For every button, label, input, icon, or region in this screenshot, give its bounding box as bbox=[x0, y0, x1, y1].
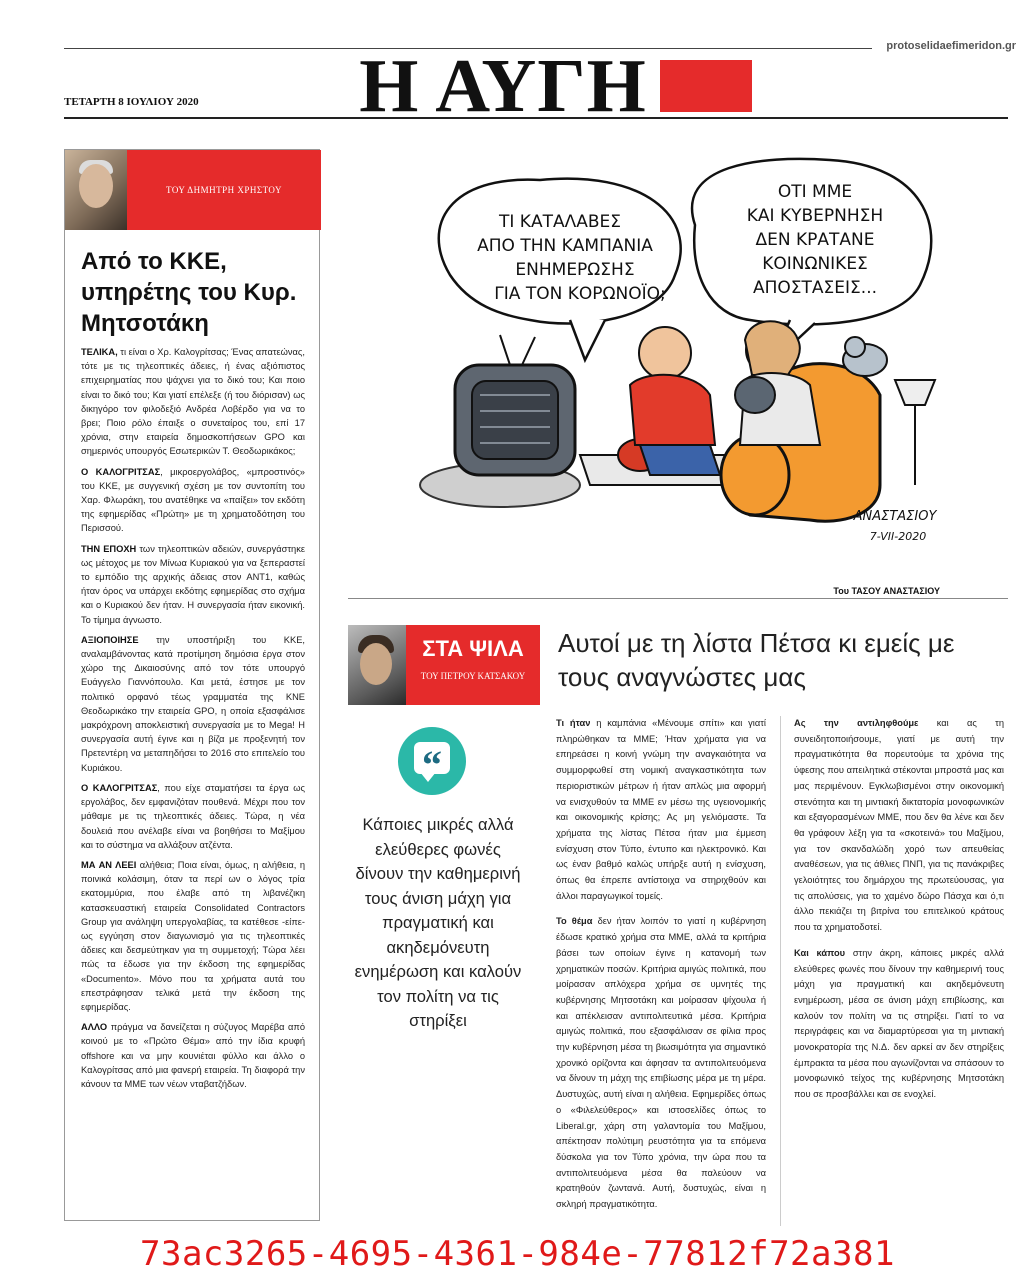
columnist-name: ΤΟΥ ΠΕΤΡΟΥ ΚΑΤΣΑΚΟΥ bbox=[420, 671, 526, 681]
paragraph: ΑΞΙΟΠΟΙΗΣΕ την υποστήριξη του ΚΚΕ, αναλαμβάνοντας κατά προτίμηση δημόσια έργα στον χώρο της Δικαιοσύνης από τον τότε υπουργό Ευάγγελο Γιαννόπουλο. Και μετά, έστησε με τον πολιτικό ορφανό τέως γραμματέα της ΚΝΕ Θεοδωρικάκο την εταιρεία GPO, η οποία εξασφάλισε μακρόχρονη αποκλειστική συνεργασία με το Mega! Η συνεργασία αυτή έγινε και η βίζα με προξενητή τον Πρετεντέρη να μεταπηδήσει το 2016 στο επιτελείο του Κυριάκου. bbox=[81, 634, 305, 773]
cartoon-illustration bbox=[410, 155, 955, 585]
paragraph: Ας την αντιληφθούμε και ας τη συνειδητοποιήσουμε, γιατί με αυτή την πραγματικότητα θα πορευτούμε τα χρόνια της ύφεσης που απειλητικά στέκονται μπροστά μας και μας περιμένουν. Εγκλωβισμένοι στην οικονομική στενότητα και τη μιντιακή δικτατορία μονοφωνικών και εξαγορασμένων ΜΜΕ, που δεν θα λένε και δεν θα γράφουν λέξη για τα «σκοτεινά» του Μαξίμου, για τον σκανδαλώδη χορό των απευθείας αναθέσεων, για τις άθλιες ΠΝΠ, για τις πανάκριβες γελοιότητες του δημάρχου της πρωτεύουσας, για τις απολύσεις, για το χαμένο δώρο Πάσχα και ό,τι άλλο πεκιάζει τη βιτρίνα του επιτελικού κράτους που τα χρηματοδοτεί. bbox=[794, 718, 1004, 933]
newspaper-logo: Η ΑΥΓΗ bbox=[359, 44, 647, 128]
paragraph: Το θέμα δεν ήταν λοιπόν το γιατί η κυβέρνηση έδωσε κρατικό χρήμα στα ΜΜΕ, αλλά τα κριτήρια βάσει των οποίων έγινε η κατανομή των χρηματικών ποσών. Κριτήρια αμιγώς πολιτικά, που μοίρασαν απλόχερα χρήμα σε υμνητές της κυβέρνησης Μητσοτάκη και μοίρασαν ψίχουλα ή και απέκλεισαν αντιπολιτευτικά μέσα. Κριτήρια αμιγώς πολιτικά, που εξασφάλισαν σε φίλια προς την κυβέρνηση μέσα τη βιωσιμότητα για σημαντικό χρονικό ορίζοντα και άφησαν τα αντιπολιτευόμενα να δίνουν τη μάχη της επιβίωσης μέρα με τη μέρα. Δυστυχώς, αυτή είναι η αλήθεια. Εφημερίδες όπως ο «Φιλελεύθερος» και ιστοσελίδες όπως το Liberal.gr, χάρη στη γαλαντομία του Μαξίμου, απέκτησαν πολύτιμη ρευστότητα για τα επόμενα δύσκολα για τον Τύπο χρόνια, την ώρα που τα αντιπολιτευόμενα μέσα θα παλεύουν να κρατηθούν ζωντανά. Αυτή, δυστυχώς, είναι η σκληρή πραγματικότητα. bbox=[556, 916, 767, 1210]
author-bar bbox=[65, 150, 321, 230]
article-column-1 bbox=[556, 716, 766, 1223]
bubble-right-line-1: ΟΤΙ ΜΜΕ bbox=[777, 182, 853, 202]
footer-code: 73ac3265-4695-4361-984e-77812f72a381 bbox=[140, 1234, 895, 1274]
paragraph: Τι ήταν η καμπάνια «Μένουμε σπίτι» και γιατί πληρώθηκαν τα ΜΜΕ; Ήταν χρήματα για να επηρεάσει η κοινή γνώμη την αναγκαιότητα να συμμορφωθεί στη νομική αναγκαστικότητα των περιοριστικών μέτρων ή ήταν απλώς μια αφορμή να ενισχυθούν τα ΜΜΕ εν μέσω της υγειονομικής και οικονομικής κρίσης; Ας μη γελιόμαστε. Τα χρήματα της λίστας Πέτσα ήταν μια έμμεση ενίσχυση στον Τύπο, έντυπο και ηλεκτρονικό. Και ως έναν βαθμό καλώς υπήρξε αυτή η ενίσχυση, όπως θα έπρεπε αντίστοιχα να στηριχθούν και άλλοι παραγωγικοί τομείς. bbox=[556, 718, 766, 901]
issue-date: ΤΕΤΑΡΤΗ 8 ΙΟΥΛΙΟΥ 2020 bbox=[64, 96, 199, 108]
logo-red-box bbox=[660, 60, 752, 112]
quote-icon: “ bbox=[398, 727, 466, 795]
bubble-right-line-3: ΔΕΝ ΚΡΑΤΑΝΕ bbox=[755, 230, 875, 250]
bubble-right-line-4: ΚΟΙΝΩΝΙΚΕΣ bbox=[762, 254, 868, 274]
bubble-left-line-4: ΓΙΑ ΤΟΝ ΚΟΡΩΝΟΪΟ; bbox=[494, 284, 666, 304]
left-headline: Από το ΚΚΕ, υπηρέτης του Κυρ. Μητσοτάκη bbox=[81, 248, 297, 337]
paragraph: ΑΛΛΟ πράγμα να δανείζεται η σύζυγος Μαρέβα από κοινού με το «Πρώτο Θέμα» από την ίδια κρυφή offshore και να μην κουνιέται φύλλο και άλλο ο Καλογρίτσας από μια φανερή εταιρεία. Τη διαφορά την κάνουν τα ΜΜΕ των νέων νταβατζήδων. bbox=[81, 1022, 305, 1089]
pull-quote: Κάποιες μικρές αλλά ελεύθερες φωνές δίνουν την καθημερινή τους άνιση μάχη για πραγματική και ακηδεμόνευτη ενημέρωση και καλούν τον πολίτη να τις στηρίξει bbox=[354, 815, 522, 1030]
author-photo bbox=[65, 150, 127, 230]
cartoon-signature: ΑΝΑΣΤΑΣΙΟΥ bbox=[853, 509, 937, 524]
column-title-box bbox=[406, 625, 540, 705]
masthead-rule-bottom bbox=[64, 117, 1008, 119]
paragraph: Ο ΚΑΛΟΓΡΙΤΣΑΣ, που είχε σταματήσει τα έργα ως εργολάβος, δεν εμφανιζόταν πουθενά. Μέχρι που τον μάθαμε με τις τηλεοπτικές άδειες. Τώρα, η νέα δουλειά που ανέλαβε είναι να βοηθήσει το Μαξίμου και το σύστημα να αλλάξουν ατζέντα. bbox=[81, 782, 305, 850]
column-title: ΣΤΑ ΨΙΛΑ bbox=[422, 636, 524, 661]
cartoon-signature-date: 7-VII-2020 bbox=[869, 530, 927, 543]
article-headline: Αυτοί με τη λίστα Πέτσα κι εμείς με τους αναγνώστες μας bbox=[558, 628, 955, 692]
paragraph: Και κάπου στην άκρη, κάποιες μικρές αλλά ελεύθερες φωνές που δίνουν την καθημερινή τους μάχη για πραγματική και ακηδεμόνευτη ενημέρωση, μέσα σε άνιση μάχη επιβίωσης, και καλούν τον πολίτη να τις στηρίξει. Γιατί το να περιγράφεις και να διαμαρτύρεσαι για τη μιντιακή μονοκρατορία της Ν.Δ. δεν αρκεί αν δεν στηρίξεις έμπρακτα τα μέσα που αγωνίζονται να σπάσουν το μονοφωνικό τείχος της κυβέρνησης Μητσοτάκη που σε προσβάλλει και σε ενοχλεί. bbox=[794, 947, 1004, 1100]
cartoon-credit: Του ΤΑΣΟΥ ΑΝΑΣΤΑΣΙΟΥ bbox=[833, 586, 940, 596]
column-divider bbox=[780, 716, 781, 1226]
columnist-photo bbox=[348, 625, 406, 705]
paragraph: ΜΑ ΑΝ ΛΕΕΙ αλήθεια; Ποια είναι, όμως, η αλήθεια, η ποινικά κολάσιμη, όταν τα περί ων ο λόγος τρία εκατομμύρια, που έλαβε από τη λιβανέζικη κατασκευαστική εταιρεία Consolidated Contractors Group για ανάληψη υπεργολαβίας, τα κατέθεσε -είπε- ως εγγύηση στον διαγωνισμό για τις τηλεοπτικές άδειες και δεσμεύτηκαν για τη συμμετοχή; Τώρα λέει πώς τα έδωσε για την έκδοση της εφημερίδας «Documento». Μόνο που τα χρήματα αυτά του επεστράφησαν τελικά μετά την έκδοση της εφημερίδας. bbox=[81, 859, 305, 1012]
bubble-right-line-5: ΑΠΟΣΤΑΣΕΙΣ... bbox=[753, 278, 877, 298]
article-column-2 bbox=[794, 716, 1004, 1113]
left-column-article bbox=[64, 149, 320, 1221]
paragraph: ΤΕΛΙΚΑ, τι είναι ο Χρ. Καλογρίτσας; Ένας απατεώνας, τότε με τις τηλεοπτικές άδειες, ή ένας αξιόπιστος επιχειρηματίας που ψάχνει για το δικό του; Και ποιο είναι το δικό του; Και γιατί επέλεξε (ή του διόρισαν) ως δικηγόρο τον φιλοδεξιό Ανδρέα Λοβέρδο για να το βρει; Ποιο ρόλο έπαιξε ο συνεταίρος του, επί 17 χρόνια, στην εταιρεία δημοσκοπήσεων GPO και σημερινός υπουργός Εσωτερικών Τ. Θεοδωρικάκος; bbox=[81, 347, 305, 457]
paragraph: Ο ΚΑΛΟΓΡΙΤΣΑΣ, μικροεργολάβος, «μπροστινός» του ΚΚΕ, με συγγενική σχέση με τον συντοπίτη του Χαρ. Φλωράκη, του ανατέθηκε να «παίξει» τον εκδότη της εφημερίδας «Πρώτη» με τη χρηματοδότηση του Περισσού. bbox=[81, 466, 305, 534]
bubble-left-line-2: ΑΠΟ ΤΗΝ ΚΑΜΠΑΝΙΑ bbox=[477, 236, 653, 256]
section-rule bbox=[348, 598, 1008, 599]
source-site: protoselidaefimeridon.gr bbox=[886, 40, 1016, 52]
left-body bbox=[81, 345, 305, 1097]
bubble-right-line-2: ΚΑΙ ΚΥΒΕΡΝΗΣΗ bbox=[746, 206, 884, 226]
bubble-left-line-1: ΤΙ ΚΑΤΑΛΑΒΕΣ bbox=[499, 212, 621, 232]
bubble-left-line-3: ΕΝΗΜΕΡΩΣΗΣ bbox=[515, 260, 635, 280]
author-name: ΤΟΥ ΔΗΜΗΤΡΗ ΧΡΗΣΤΟΥ bbox=[127, 150, 321, 230]
paragraph: ΤΗΝ ΕΠΟΧΗ των τηλεοπτικών αδειών, συνεργάστηκε ως μέτοχος με τον Μίνωα Κυριακού για να ξεπεραστεί το εμπόδιο της αρχικής άδειας στον ΑΝΤ1, καθώς ήταν όρος να υπάρχει εκδότης εφημερίδας στο σχήμα και ο Κυριακού δεν ήταν. Η συνεργασία ήταν εικονική. Το τίμημα άγνωστο. bbox=[81, 543, 305, 625]
